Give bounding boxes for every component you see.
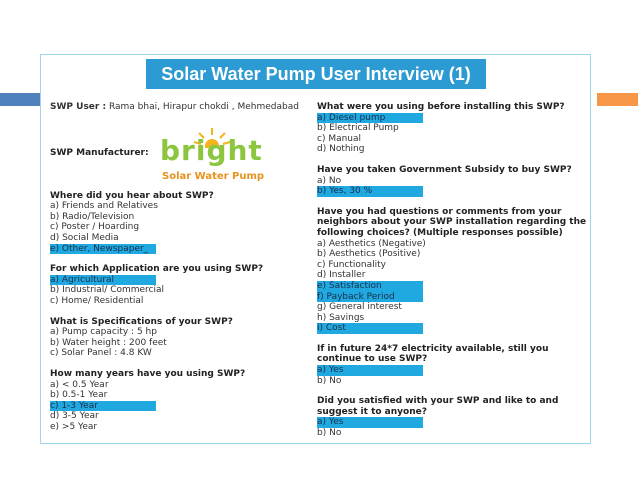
- option-row: [317, 323, 587, 334]
- option: a) Friends and Relatives: [50, 201, 158, 212]
- option-row: [317, 302, 587, 313]
- swp-manufacturer-label: SWP Manufacturer:: [50, 148, 149, 158]
- option-row: [317, 428, 587, 439]
- question-block: [317, 344, 587, 386]
- option-row: [50, 327, 300, 338]
- question-text: Have you taken Government Subsidy to buy SWP?: [317, 164, 572, 175]
- accent-bar-left: [0, 93, 41, 106]
- option: b) Radio/Television: [50, 211, 135, 222]
- question-block: [317, 396, 587, 438]
- option: a) Aesthetics (Negative): [317, 238, 426, 249]
- option: c) Solar Panel : 4.8 KW: [50, 348, 152, 359]
- option-row: [317, 270, 587, 281]
- option-row: [50, 338, 300, 349]
- option-row: [50, 222, 300, 233]
- option-row: [317, 365, 587, 376]
- question-text: What is Specifications of your SWP?: [50, 316, 233, 327]
- option: d) 3-5 Year: [50, 411, 99, 422]
- spacer: [317, 386, 587, 396]
- accent-bar-right: [597, 93, 638, 106]
- option-row: [50, 380, 300, 391]
- option-row: [317, 123, 587, 134]
- option-row: [50, 422, 300, 433]
- logo-subtitle: Solar Water Pump: [162, 171, 265, 182]
- option: c) Functionality: [317, 259, 386, 270]
- option-row: [317, 417, 587, 428]
- selected-option: e) Satisfaction: [317, 281, 423, 292]
- question-text: For which Application are you using SWP?: [50, 264, 264, 275]
- option-row: [50, 233, 300, 244]
- option: g) General interest: [317, 302, 402, 313]
- selected-option: f) Payback Period: [317, 292, 423, 303]
- question-block: [317, 207, 587, 334]
- option: d) Nothing: [317, 144, 365, 155]
- question-text: How many years have you using SWP?: [50, 368, 246, 379]
- option-row: [50, 390, 300, 401]
- selected-option: e) Other, Newspaper_: [50, 244, 156, 255]
- option: c) Poster / Hoarding: [50, 222, 140, 233]
- option-row: [317, 260, 587, 271]
- question-text: Have you had questions or comments from your neighbors about your SWP installation regarding the following choices? (Multiple responses possible): [317, 206, 587, 238]
- option-row: [50, 401, 300, 412]
- option-row: [317, 249, 587, 260]
- option-row: [317, 313, 587, 324]
- option: c) Home/ Residential: [50, 295, 144, 306]
- question-block: [50, 369, 300, 433]
- option-row: [317, 239, 587, 250]
- option-row: [317, 376, 587, 387]
- right-column: [317, 102, 587, 439]
- swp-user-value: Rama bhai, Hirapur chokdi , Mehmedabad: [108, 102, 299, 112]
- question-text: Where did you hear about SWP?: [50, 190, 214, 201]
- option: a) < 0.5 Year: [50, 379, 109, 390]
- option: c) Manual: [317, 133, 362, 144]
- logo-word: bright: [160, 134, 263, 167]
- option: h) Savings: [317, 312, 365, 323]
- option-row: [50, 212, 300, 223]
- question-block: [50, 317, 300, 359]
- option: b) No: [317, 375, 342, 386]
- option-row: [317, 281, 587, 292]
- option: b) Water height : 200 feet: [50, 337, 167, 348]
- option-row: [50, 275, 300, 286]
- option: a) No: [317, 175, 342, 186]
- swp-user-label: SWP User :: [50, 102, 107, 112]
- option: e) >5 Year: [50, 421, 98, 432]
- spacer: [317, 334, 587, 344]
- selected-option: a) Agricultural: [50, 275, 156, 286]
- option: b) Aesthetics (Positive): [317, 249, 421, 260]
- option: d) Installer: [317, 270, 366, 281]
- spacer: [50, 359, 300, 369]
- swp-user-line: [50, 102, 300, 113]
- question-text: What were you using before installing this SWP?: [317, 102, 565, 112]
- option-row: [50, 244, 300, 255]
- option: d) Social Media: [50, 232, 119, 243]
- question-block: [50, 264, 300, 306]
- spacer: [317, 197, 587, 207]
- spacer: [50, 254, 300, 264]
- option: b) 0.5-1 Year: [50, 390, 108, 401]
- selected-option: a) Diesel pump: [317, 113, 423, 124]
- question-text: Did you satisfied with your SWP and like to and suggest it to anyone?: [317, 396, 559, 417]
- option-row: [50, 285, 300, 296]
- page-title: Solar Water Pump User Interview (1): [146, 59, 486, 89]
- question-block: [317, 165, 587, 197]
- option-row: [317, 176, 587, 187]
- option-row: [50, 348, 300, 359]
- option-row: [317, 292, 587, 303]
- spacer: [317, 155, 587, 165]
- option-row: [50, 296, 300, 307]
- option-row: [317, 113, 587, 124]
- selected-option: a) Yes: [317, 417, 423, 428]
- option-row: [317, 134, 587, 145]
- question-block: [317, 102, 587, 155]
- selected-option: i) Cost: [317, 323, 423, 334]
- selected-option: b) Yes, 30 %: [317, 186, 423, 197]
- option: b) No: [317, 428, 342, 439]
- selected-option: a) Yes: [317, 365, 423, 376]
- option: a) Pump capacity : 5 hp: [50, 327, 157, 338]
- question-text: If in future 24*7 electricity available, still you continue to use SWP?: [317, 343, 549, 365]
- spacer: [50, 307, 300, 317]
- question-block: [50, 191, 300, 255]
- option-row: [317, 186, 587, 197]
- option-row: [50, 201, 300, 212]
- option: b) Electrical Pump: [317, 123, 399, 134]
- selected-option: c) 1-3 Year: [50, 401, 156, 412]
- option-row: [50, 411, 300, 422]
- bright-logo: [158, 126, 265, 188]
- option-row: [317, 144, 587, 155]
- option: b) Industrial/ Commercial: [50, 285, 165, 296]
